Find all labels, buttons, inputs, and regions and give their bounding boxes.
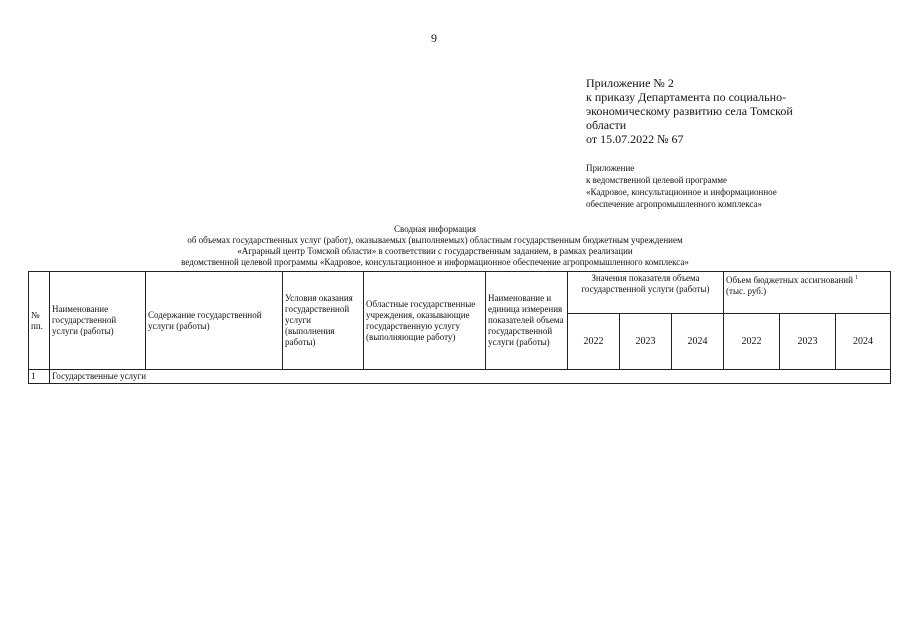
appendix-line: к приказу Департамента по социально- — [586, 90, 787, 104]
header-service-name: Наименование государственной услуги (работы) — [50, 272, 146, 370]
year-2023-budget: 2023 — [780, 314, 836, 370]
page-number: 9 — [431, 31, 437, 45]
program-note-line: обеспечение агропромышленного комплекса» — [586, 199, 762, 209]
title-line: «Аграрный центр Томской области» в соответствии с государственным заданием, в рамках реализации — [237, 246, 633, 256]
budget-group-label: Объем бюджетных ассигнований — [726, 275, 853, 285]
program-note-line: Приложение — [586, 163, 635, 173]
appendix-date: от 15.07.2022 № 67 — [586, 132, 684, 146]
appendix-line: экономическому развитию села Томской — [586, 104, 793, 118]
year-2024-values: 2024 — [672, 314, 724, 370]
program-note-line: к ведомственной целевой программе — [586, 175, 728, 185]
appendix-title: Приложение № 2 — [586, 76, 674, 90]
year-2022-values: 2022 — [568, 314, 620, 370]
header-conditions: Условия оказания государственной услуги (выполнения работы) — [283, 272, 364, 370]
header-budget-group — [724, 272, 891, 314]
document-title — [100, 224, 770, 268]
row-num: 1 — [29, 370, 50, 384]
row-label: Государственные услуги — [50, 370, 891, 384]
title-line: об объемах государственных услуг (работ), оказываемых (выполняемых) областным государственным бюджетным учреждением — [187, 235, 683, 245]
year-2024-budget: 2024 — [836, 314, 891, 370]
budget-unit: (тыс. руб.) — [726, 286, 767, 296]
header-institutions: Областные государственные учреждения, оказывающие государственную услугу (выполняющие работу) — [364, 272, 486, 370]
title-line: Сводная информация — [394, 224, 476, 234]
budget-footnote-mark: 1 — [855, 275, 859, 281]
program-note — [586, 162, 846, 210]
year-2023-values: 2023 — [620, 314, 672, 370]
table-row — [29, 370, 891, 384]
title-line: ведомственной целевой программы «Кадровое, консультационное и информационное обеспечение агропромышленного комплекса» — [181, 257, 689, 267]
header-values-group: Значения показателя объема государственной услуги (работы) — [568, 272, 724, 314]
header-indicator: Наименование и единица измерения показателей объема государственной услуги (работы) — [486, 272, 568, 370]
program-note-line: «Кадровое, консультационное и информационное — [586, 187, 777, 197]
header-num: № пп. — [29, 272, 50, 370]
year-2022-budget: 2022 — [724, 314, 780, 370]
appendix-header — [586, 76, 826, 146]
services-table — [28, 271, 891, 384]
appendix-line: области — [586, 118, 627, 132]
header-content: Содержание государственной услуги (работы) — [146, 272, 283, 370]
